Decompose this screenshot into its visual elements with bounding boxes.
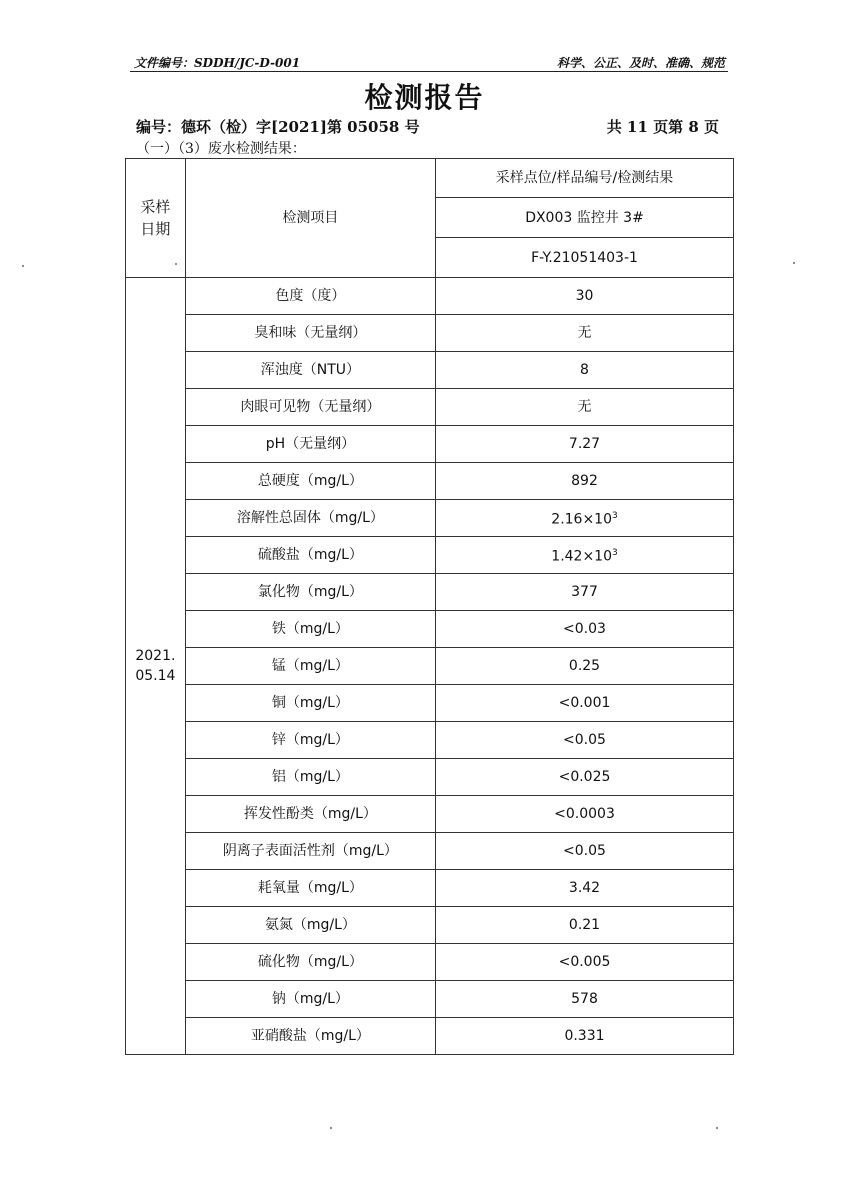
test-result-value: 892 [571,473,598,489]
result-exponent: 3 [612,548,618,559]
test-result-value: 30 [575,288,594,304]
table-row [126,537,734,574]
test-result-cell [436,500,734,537]
test-result-value: 无 [577,325,592,341]
location-cell: DX003 监控井 3# [436,198,734,238]
table-row [126,685,734,722]
scan-speck [22,265,24,267]
test-result-value: 578 [571,991,598,1007]
test-result-value: 8 [580,362,589,378]
report-code: 编号：德环（检）字[2021]第 05058 号 [136,118,420,136]
item-column-header: 检测项目 [185,159,435,278]
test-result-cell [436,759,734,796]
test-item-cell: 臭和味（无量纲） [185,315,435,352]
test-result-cell [436,278,734,315]
test-result-cell [436,463,734,500]
test-result-cell [436,315,734,352]
table-row [126,833,734,870]
test-item-cell: 钠（mg/L） [185,981,435,1018]
test-item-cell: 氨氮（mg/L） [185,907,435,944]
table-row [126,611,734,648]
table-header-row [126,159,734,198]
test-result-value: 0.25 [568,658,601,674]
test-result-value: 0.21 [568,917,601,933]
test-result-value: 3.42 [568,880,601,896]
table-row [126,981,734,1018]
test-item-cell: 肉眼可见物（无量纲） [185,389,435,426]
test-result-value: <0.005 [558,954,611,970]
test-result-cell [436,611,734,648]
test-result-cell [436,907,734,944]
test-result-value: 377 [571,584,598,600]
test-result-value: <0.05 [563,732,606,748]
results-table [125,158,734,1055]
test-result-cell [436,648,734,685]
test-item-cell: 锰（mg/L） [185,648,435,685]
test-item-cell: 溶解性总固体（mg/L） [185,500,435,537]
test-item-cell: 铁（mg/L） [185,611,435,648]
test-item-cell: 阴离子表面活性剂（mg/L） [185,833,435,870]
test-result-value: <0.025 [558,769,611,785]
test-result-cell [436,981,734,1018]
section-title: （一）（3）废水检测结果： [136,141,306,157]
test-result-value: 2.16×10 [551,511,612,528]
sampling-date-line1: 2021. [135,648,176,664]
test-result-cell [436,870,734,907]
test-result-cell [436,685,734,722]
scan-speck [175,263,177,265]
test-item-cell: 挥发性酚类（mg/L） [185,796,435,833]
test-item-cell: pH（无量纲） [185,426,435,463]
page-info: 共 11 页第 8 页 [606,118,719,136]
test-result-value: 1.42×10 [551,548,612,565]
test-item-cell: 氯化物（mg/L） [185,574,435,611]
test-item-cell: 亚硝酸盐（mg/L） [185,1018,435,1055]
table-row [126,500,734,537]
test-item-cell: 耗氧量（mg/L） [185,870,435,907]
header-divider [130,71,728,72]
test-result-cell [436,352,734,389]
test-result-cell [436,426,734,463]
motto-text: 科学、公正、及时、准确、规范 [556,56,725,70]
table-row [126,574,734,611]
test-item-cell: 铜（mg/L） [185,685,435,722]
test-item-cell: 硫化物（mg/L） [185,944,435,981]
test-result-cell [436,944,734,981]
sample-id-cell: F-Y.21051403-1 [436,238,734,278]
date-column-header-label: 采样日期 [140,198,171,238]
scan-speck [716,1127,718,1129]
test-result-value: <0.05 [563,843,606,859]
result-header: 采样点位/样品编号/检测结果 [436,159,734,198]
test-result-value: 无 [577,399,592,415]
test-result-cell [436,722,734,759]
test-result-value: 0.331 [564,1028,605,1044]
table-row [126,426,734,463]
table-row [126,1018,734,1055]
table-row [126,722,734,759]
result-exponent: 3 [612,511,618,522]
test-item-cell: 硫酸盐（mg/L） [185,537,435,574]
test-result-value: <0.03 [563,621,606,637]
table-row [126,796,734,833]
test-result-value: <0.001 [558,695,611,711]
test-result-cell [436,389,734,426]
table-row [126,389,734,426]
sampling-date-line2: 05.14 [135,668,176,684]
test-result-cell [436,1018,734,1055]
date-column-header [126,159,186,278]
test-item-cell: 色度（度） [185,278,435,315]
test-result-value: 7.27 [568,436,601,452]
scan-speck [330,1127,332,1129]
test-result-cell [436,796,734,833]
test-item-cell: 浑浊度（NTU） [185,352,435,389]
sampling-date-cell [126,278,186,1055]
test-item-cell: 总硬度（mg/L） [185,463,435,500]
table-row [126,463,734,500]
test-result-cell [436,574,734,611]
table-row [126,944,734,981]
test-item-cell: 铝（mg/L） [185,759,435,796]
table-row [126,315,734,352]
document-number: 文件编号：SDDH/JC-D-001 [134,56,301,70]
table-row [126,278,734,315]
table-row [126,759,734,796]
table-row [126,870,734,907]
table-row [126,907,734,944]
report-title: 检测报告 [364,81,485,114]
table-row [126,352,734,389]
table-row [126,648,734,685]
test-item-cell: 锌（mg/L） [185,722,435,759]
test-result-cell [436,537,734,574]
test-result-cell [436,833,734,870]
test-result-value: <0.0003 [554,806,615,822]
scan-speck [793,262,795,264]
